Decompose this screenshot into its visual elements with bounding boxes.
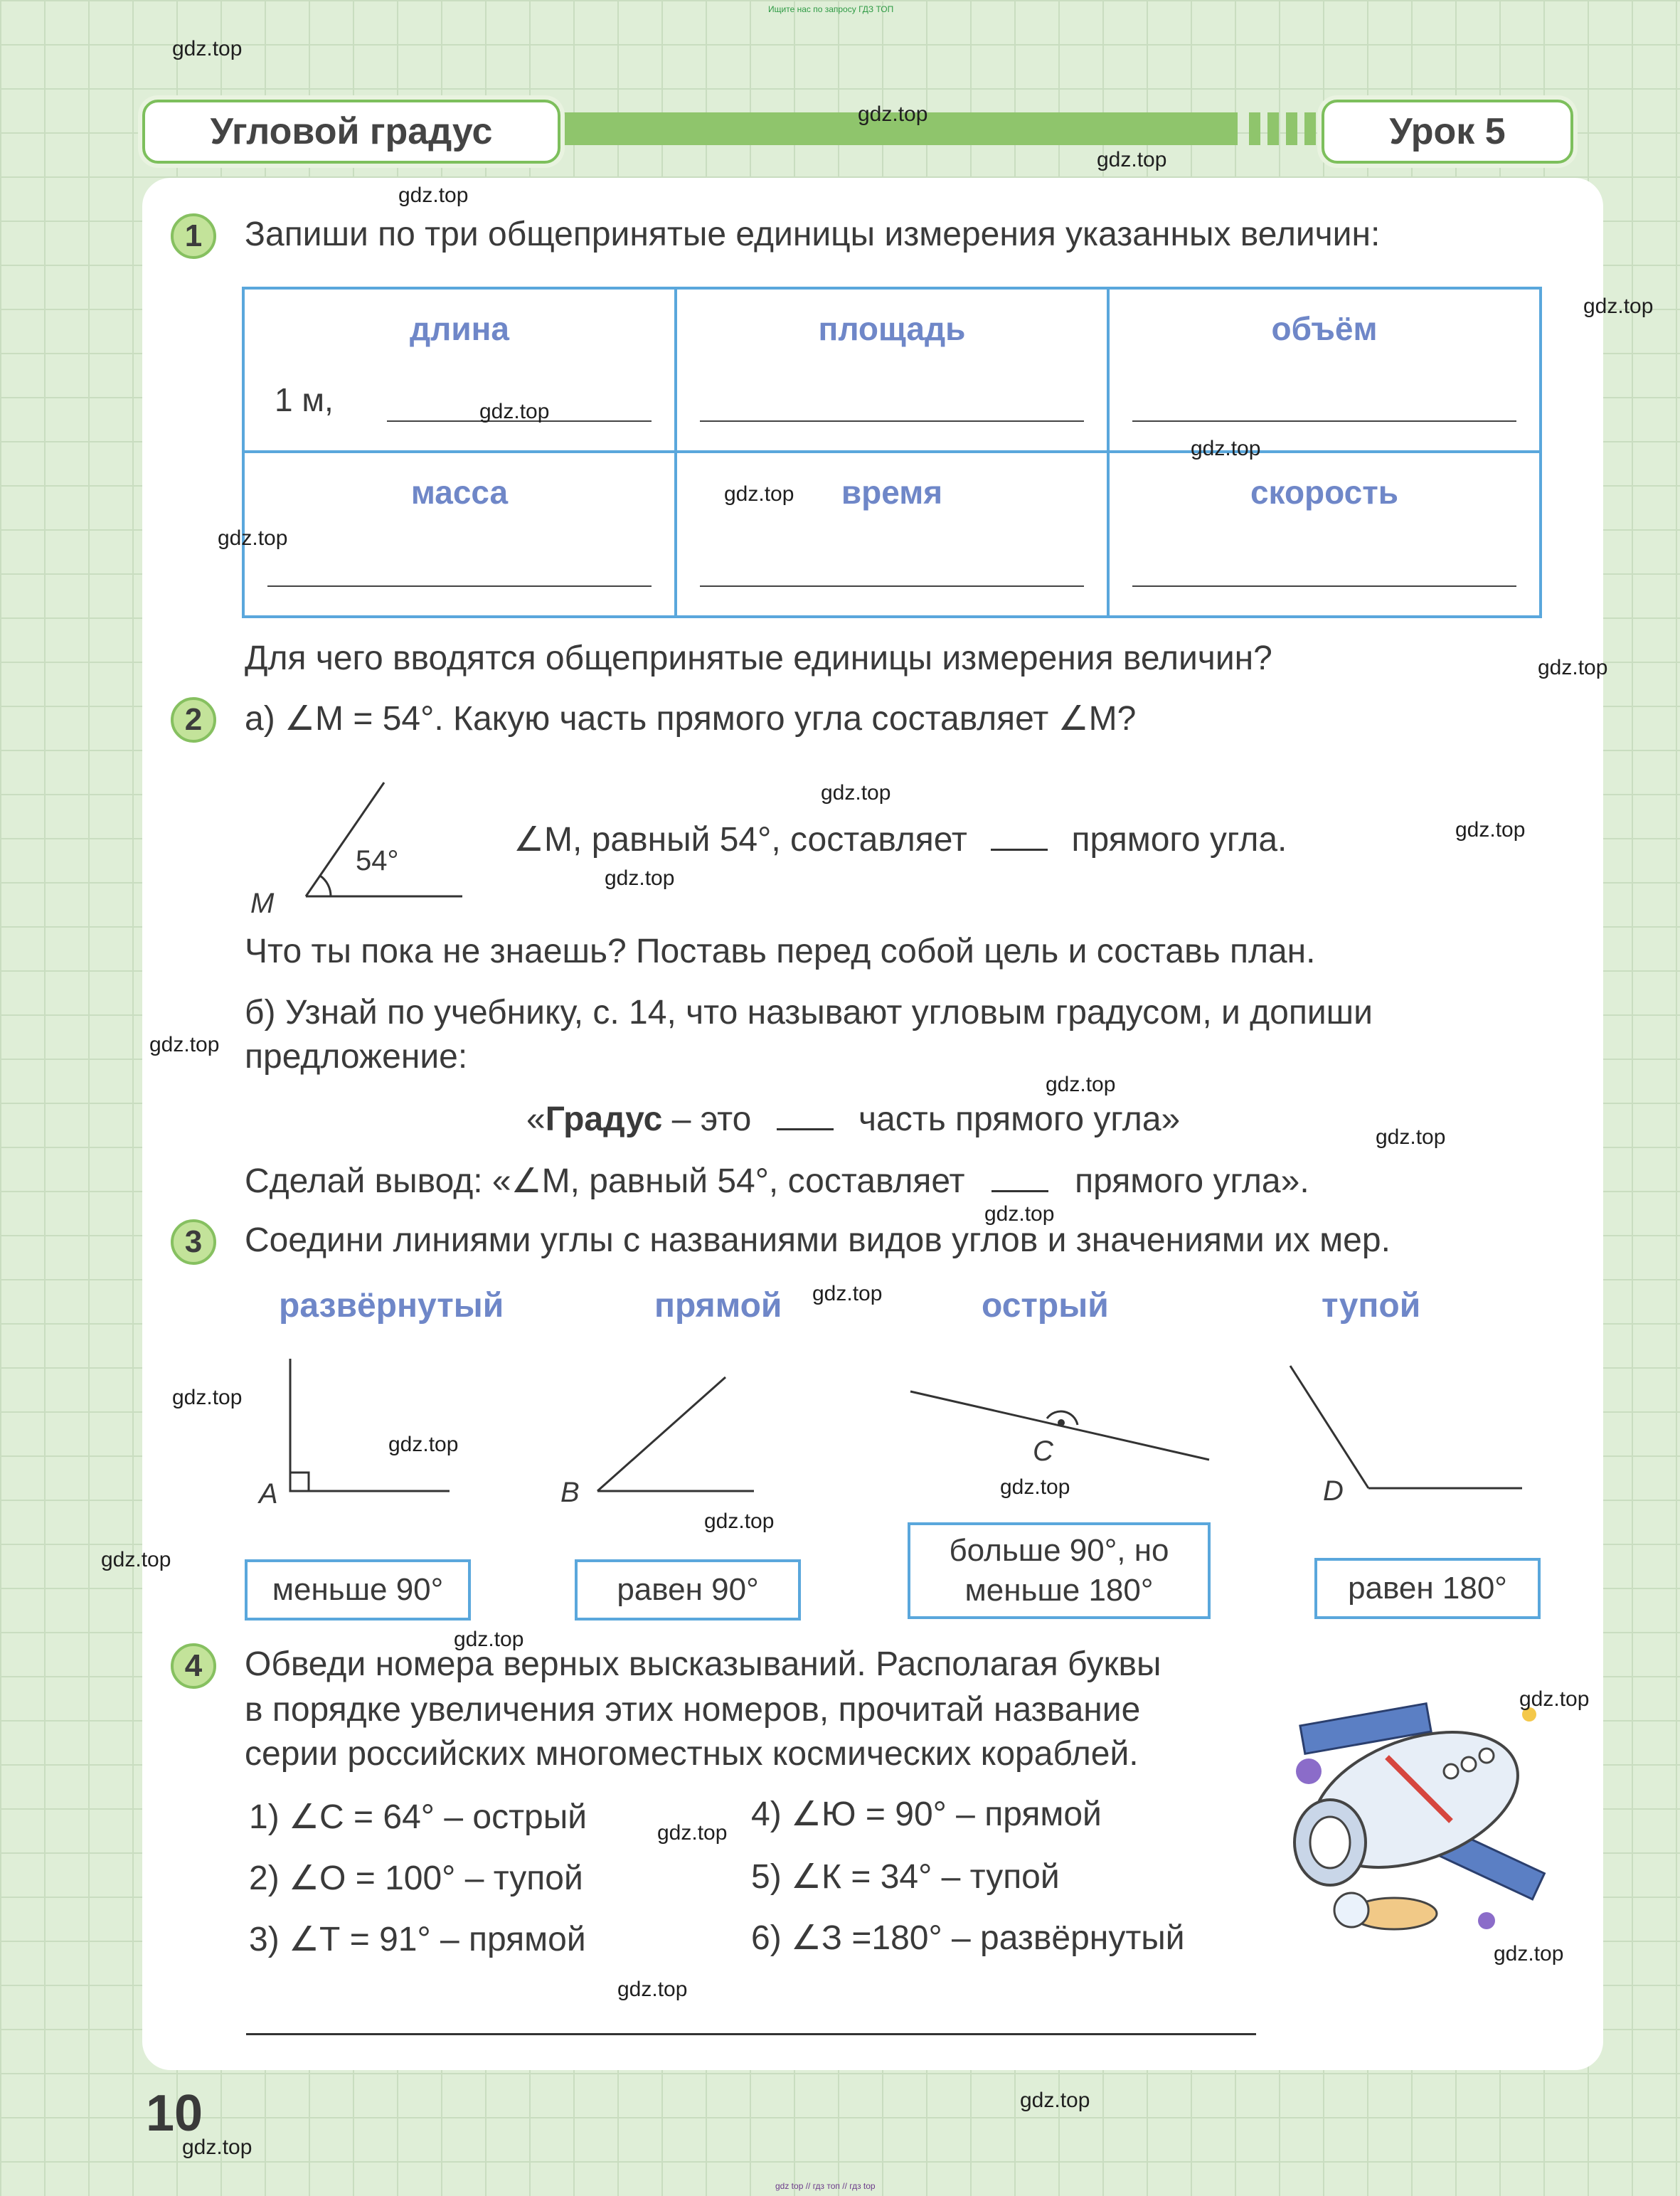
statement-1[interactable]: 1) ∠С = 64° – острый bbox=[249, 1798, 588, 1836]
spaceship-illustration bbox=[1280, 1679, 1565, 1949]
watermark: gdz.top bbox=[821, 781, 891, 805]
statement-3[interactable]: 3) ∠Т = 91° – прямой bbox=[249, 1921, 586, 1958]
angle-arc bbox=[320, 876, 331, 896]
watermark: gdz.top bbox=[398, 184, 469, 207]
ship-hatch bbox=[1310, 1817, 1350, 1868]
units-table bbox=[242, 287, 1542, 618]
watermark: gdz.top bbox=[812, 1282, 883, 1305]
task1-question: Для чего вводятся общепринятые единицы измерения величин? bbox=[245, 640, 1272, 677]
watermark: gdz.top bbox=[1538, 656, 1608, 679]
table-cell[interactable] bbox=[243, 288, 676, 452]
task4-prompt-line: серии российских многоместных космических кораблей. bbox=[245, 1735, 1139, 1773]
cell-label: длина bbox=[409, 310, 510, 347]
astronaut-helmet bbox=[1334, 1893, 1368, 1927]
cell-label: время bbox=[841, 474, 943, 511]
angle-name-acute[interactable]: острый bbox=[982, 1287, 1109, 1325]
conclusion-left: Сделай вывод: «∠M, равный 54°, составляет bbox=[245, 1162, 965, 1200]
measure-line: меньше 180° bbox=[964, 1573, 1154, 1608]
measure-between-90-180[interactable] bbox=[908, 1522, 1211, 1619]
watermark: gdz.top bbox=[1494, 1942, 1564, 1966]
answer-line bbox=[700, 420, 1084, 422]
quote-open: « bbox=[526, 1100, 546, 1138]
watermark: gdz.top bbox=[1583, 295, 1654, 318]
answer-blank[interactable] bbox=[777, 1100, 834, 1130]
quote-term: Градус bbox=[545, 1100, 663, 1138]
page-number: 10 bbox=[146, 2085, 203, 2142]
task1-prompt: Запиши по три общепринятые единицы измерения указанных величин: bbox=[245, 216, 1381, 253]
answer-blank[interactable] bbox=[991, 1162, 1048, 1192]
cell-label: площадь bbox=[818, 310, 966, 347]
watermark: gdz.top bbox=[172, 37, 243, 60]
table-cell[interactable] bbox=[243, 452, 676, 617]
task4-prompt-line: в порядке увеличения этих номеров, прочитай название bbox=[245, 1691, 1141, 1729]
conclusion-right: прямого угла». bbox=[1075, 1162, 1309, 1200]
vertex-b-label: B bbox=[560, 1477, 580, 1508]
watermark: gdz.top bbox=[1519, 1687, 1590, 1711]
vertex-c-dot bbox=[1058, 1419, 1065, 1426]
ship-window bbox=[1479, 1749, 1494, 1763]
answer-line[interactable] bbox=[246, 2033, 1256, 2035]
header-stripe bbox=[1304, 112, 1316, 145]
statement-6[interactable]: 6) ∠З =180° – развёрнутый bbox=[751, 1919, 1185, 1957]
watermark: gdz.top bbox=[984, 1202, 1055, 1226]
angle-name-obtuse[interactable]: тупой bbox=[1322, 1287, 1421, 1325]
angle-name-straight[interactable]: развёрнутый bbox=[279, 1287, 504, 1325]
task3-prompt: Соедини линиями углы с названиями видов углов и значениями их мер. bbox=[245, 1221, 1391, 1259]
vertex-d-label: D bbox=[1323, 1475, 1344, 1507]
statement-2[interactable]: 2) ∠О = 100° – тупой bbox=[249, 1860, 583, 1897]
task4-number: 4 bbox=[171, 1643, 216, 1689]
watermark: gdz.top bbox=[1191, 437, 1261, 460]
watermark: gdz.top bbox=[1455, 818, 1526, 842]
answer-line bbox=[1132, 420, 1516, 422]
task2-statement bbox=[514, 819, 1287, 859]
watermark: gdz.top bbox=[454, 1628, 524, 1651]
watermark: gdz.top bbox=[1097, 148, 1167, 171]
watermark: gdz.top bbox=[101, 1548, 171, 1571]
answer-line bbox=[1132, 585, 1516, 587]
vertex-a-label: A bbox=[259, 1478, 278, 1510]
quote-end: часть прямого угла» bbox=[858, 1100, 1181, 1138]
angle-ray bbox=[306, 783, 384, 896]
measure-equal-180[interactable]: равен 180° bbox=[1314, 1558, 1541, 1619]
task2-part-a: а) ∠M = 54°. Какую часть прямого угла составляет ∠M? bbox=[245, 700, 1137, 738]
table-cell[interactable] bbox=[1108, 452, 1541, 617]
watermark: gdz.top bbox=[605, 866, 675, 890]
right-angle-mark bbox=[290, 1473, 309, 1491]
statement-right: прямого угла. bbox=[1071, 821, 1287, 859]
angle-value-label: 54° bbox=[356, 845, 399, 876]
answer-line bbox=[700, 585, 1084, 587]
task2-part-b: б) Узнай по учебнику, с. 14, что называют угловым градусом, и допиши bbox=[245, 994, 1373, 1031]
table-cell[interactable] bbox=[676, 288, 1108, 452]
watermark: gdz.top bbox=[218, 526, 288, 550]
task3-number: 3 bbox=[171, 1219, 216, 1265]
watermark: gdz.top bbox=[149, 1033, 220, 1056]
answer-blank[interactable] bbox=[991, 820, 1048, 851]
statement-5[interactable]: 5) ∠К = 34° – тупой bbox=[751, 1858, 1060, 1896]
task2-number: 2 bbox=[171, 697, 216, 743]
statement-4[interactable]: 4) ∠Ю = 90° – прямой bbox=[751, 1795, 1102, 1833]
header-stripe bbox=[1286, 112, 1297, 145]
watermark: gdz.top bbox=[479, 400, 550, 423]
task4-prompt-line: Обведи номера верных высказываний. Располагая буквы bbox=[245, 1645, 1161, 1683]
task2-conclusion bbox=[245, 1161, 1309, 1201]
vertex-c-label: C bbox=[1033, 1436, 1053, 1467]
watermark: gdz.top bbox=[617, 1978, 688, 2001]
ray-d bbox=[1290, 1366, 1368, 1488]
answer-line bbox=[267, 585, 652, 587]
measure-less-90[interactable]: меньше 90° bbox=[245, 1559, 471, 1621]
angle-name-right[interactable]: прямой bbox=[654, 1287, 782, 1325]
watermark: gdz.top bbox=[1376, 1125, 1446, 1149]
cell-label: масса bbox=[410, 474, 509, 511]
bottom-note: gdz top // гдз топ // гдз top bbox=[775, 2181, 876, 2191]
watermark: gdz.top bbox=[182, 2136, 252, 2159]
statement-left: ∠M, равный 54°, составляет bbox=[514, 821, 967, 859]
watermark: gdz.top bbox=[858, 102, 928, 126]
cell-label: скорость bbox=[1250, 474, 1399, 511]
ray-b bbox=[597, 1377, 725, 1491]
watermark: gdz.top bbox=[388, 1433, 459, 1456]
watermark: gdz.top bbox=[1046, 1073, 1116, 1096]
watermark: gdz.top bbox=[172, 1386, 243, 1409]
measure-equal-90[interactable]: равен 90° bbox=[575, 1559, 801, 1621]
star-icon bbox=[1296, 1759, 1322, 1784]
lesson-label: Урок 5 bbox=[1322, 100, 1573, 164]
page-title: Угловой градус bbox=[142, 100, 560, 164]
watermark: gdz.top bbox=[1000, 1475, 1070, 1499]
quote-mid: – это bbox=[662, 1100, 752, 1138]
watermark: gdz.top bbox=[1020, 2089, 1090, 2112]
measure-line: больше 90°, но bbox=[949, 1533, 1169, 1568]
task2-part-b-cont: предложение: bbox=[245, 1038, 468, 1076]
star-icon bbox=[1478, 1912, 1495, 1929]
cell-value: 1 м, bbox=[275, 381, 334, 418]
task1-number: 1 bbox=[171, 213, 216, 259]
ship-window bbox=[1462, 1757, 1476, 1771]
ship-window bbox=[1444, 1764, 1458, 1778]
header-stripe bbox=[1249, 112, 1260, 145]
watermark: gdz.top bbox=[704, 1510, 775, 1533]
top-note: Ищите нас по запросу ГДЗ ТОП bbox=[768, 4, 894, 14]
watermark: gdz.top bbox=[724, 482, 794, 506]
degree-definition bbox=[526, 1100, 1180, 1139]
watermark: gdz.top bbox=[657, 1821, 728, 1845]
vertex-m-label: M bbox=[250, 888, 275, 919]
table-cell[interactable] bbox=[676, 452, 1108, 617]
table-cell[interactable] bbox=[1108, 288, 1541, 452]
header-stripe bbox=[1267, 112, 1279, 145]
task2-question: Что ты пока не знаешь? Поставь перед собой цель и составь план. bbox=[245, 933, 1316, 970]
cell-label: объём bbox=[1271, 310, 1378, 347]
